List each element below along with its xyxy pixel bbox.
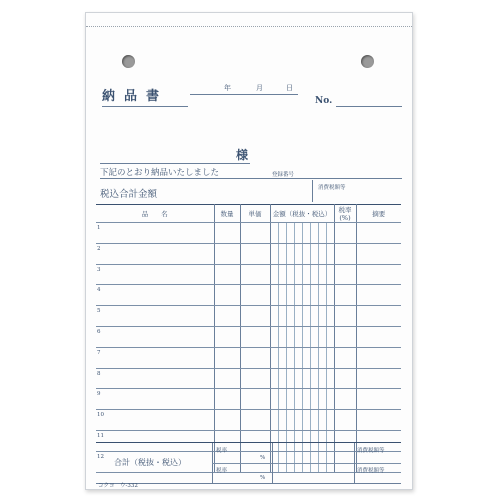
number-label: No.	[315, 96, 333, 106]
table-cell	[294, 223, 302, 244]
table-row	[96, 285, 401, 306]
table-cell	[286, 347, 294, 368]
table-cell	[318, 389, 326, 410]
table-cell	[334, 368, 356, 389]
table-cell	[302, 326, 310, 347]
registration-number-label: 登録番号	[272, 172, 295, 178]
table-cell	[326, 285, 334, 306]
row-number: 9	[96, 389, 214, 410]
table-cell	[240, 389, 270, 410]
table-cell	[326, 223, 334, 244]
row-number: 4	[96, 285, 214, 306]
table-row	[96, 306, 401, 327]
table-cell	[294, 347, 302, 368]
table-cell	[310, 368, 318, 389]
row-number: 7	[96, 347, 214, 368]
table-cell	[286, 326, 294, 347]
table-cell	[214, 285, 240, 306]
delivery-line	[100, 178, 402, 179]
table-cell	[278, 410, 286, 431]
table-cell	[286, 306, 294, 327]
totals-section	[96, 442, 401, 484]
table-cell	[310, 223, 318, 244]
table-cell	[294, 368, 302, 389]
items-table	[96, 204, 401, 473]
table-cell	[270, 410, 278, 431]
row-number: 12	[96, 451, 214, 472]
table-cell	[286, 264, 294, 285]
table-cell	[326, 264, 334, 285]
table-row	[96, 326, 401, 347]
table-cell	[278, 368, 286, 389]
table-cell	[302, 347, 310, 368]
table-row	[96, 389, 401, 410]
binding-hole-right	[361, 55, 374, 68]
table-cell	[214, 410, 240, 431]
table-cell	[310, 285, 318, 306]
table-cell	[326, 368, 334, 389]
table-cell	[294, 326, 302, 347]
table-row	[96, 223, 401, 244]
table-cell	[214, 389, 240, 410]
table-cell	[334, 347, 356, 368]
row-number: 2	[96, 243, 214, 264]
table-cell	[214, 223, 240, 244]
table-cell	[302, 389, 310, 410]
table-cell	[326, 306, 334, 327]
product-code: ウ-332	[120, 483, 138, 489]
table-cell	[334, 285, 356, 306]
header-amount: 金額（税抜・税込）	[270, 205, 334, 223]
tax-box-divider	[312, 180, 313, 202]
number-line	[336, 106, 402, 107]
table-cell	[302, 306, 310, 327]
table-cell	[356, 285, 401, 306]
table-cell	[356, 389, 401, 410]
table-cell	[334, 243, 356, 264]
table-cell	[294, 389, 302, 410]
table-cell	[294, 410, 302, 431]
table-cell	[310, 306, 318, 327]
table-cell	[334, 223, 356, 244]
table-cell	[318, 326, 326, 347]
table-cell	[302, 285, 310, 306]
table-cell	[356, 264, 401, 285]
table-cell	[356, 410, 401, 431]
percent-label-2: %	[260, 475, 266, 481]
table-cell	[294, 264, 302, 285]
table-row	[96, 243, 401, 264]
table-cell	[334, 410, 356, 431]
table-cell	[240, 410, 270, 431]
table-row	[96, 347, 401, 368]
table-cell	[356, 243, 401, 264]
table-cell	[310, 264, 318, 285]
table-row	[96, 368, 401, 389]
table-cell	[270, 243, 278, 264]
table-cell	[270, 347, 278, 368]
table-cell	[270, 306, 278, 327]
table-cell	[278, 223, 286, 244]
table-cell	[278, 306, 286, 327]
header-item: 品 名	[96, 205, 214, 223]
table-cell	[302, 368, 310, 389]
table-cell	[278, 326, 286, 347]
table-cell	[356, 223, 401, 244]
totals-divider-2	[272, 443, 273, 483]
table-cell	[318, 285, 326, 306]
row-number: 11	[96, 430, 214, 451]
table-cell	[286, 368, 294, 389]
delivery-slip-sheet	[85, 12, 413, 490]
table-cell	[270, 326, 278, 347]
binding-hole-left	[122, 55, 135, 68]
table-row	[96, 410, 401, 431]
table-cell	[278, 347, 286, 368]
table-cell	[310, 347, 318, 368]
table-cell	[214, 368, 240, 389]
table-cell	[356, 368, 401, 389]
header-tax-rate: 税率(%)	[334, 205, 356, 223]
totals-row-divider	[212, 463, 401, 464]
table-cell	[294, 243, 302, 264]
table-cell	[214, 306, 240, 327]
table-cell	[240, 368, 270, 389]
table-cell	[318, 368, 326, 389]
document-title: 納品書	[102, 89, 169, 104]
table-cell	[278, 285, 286, 306]
table-cell	[356, 326, 401, 347]
table-cell	[318, 264, 326, 285]
table-cell	[240, 264, 270, 285]
table-cell	[214, 326, 240, 347]
recipient-sama: 様	[236, 148, 249, 162]
row-number: 3	[96, 264, 214, 285]
consumption-tax-label: 消費税額等	[318, 185, 346, 191]
totals-label: 合計（税抜・税込）	[114, 458, 186, 467]
table-cell	[318, 306, 326, 327]
date-day: 日	[286, 84, 293, 92]
tax-inclusive-total-label: 税込合計金額	[100, 189, 158, 200]
table-cell	[326, 389, 334, 410]
header-remarks: 摘要	[356, 205, 401, 223]
table-cell	[214, 264, 240, 285]
table-cell	[278, 243, 286, 264]
table-cell	[240, 285, 270, 306]
table-cell	[334, 264, 356, 285]
table-cell	[286, 223, 294, 244]
consumption-tax-label-1: 消費税額等	[357, 448, 385, 454]
table-cell	[310, 389, 318, 410]
maker-label: コクヨ	[98, 483, 115, 489]
tax-rate-label-1: 税率	[216, 448, 228, 454]
percent-label-1: %	[260, 455, 266, 461]
table-cell	[334, 306, 356, 327]
table-row	[96, 264, 401, 285]
table-cell	[240, 223, 270, 244]
title-underline	[102, 106, 188, 107]
header-unit-price: 単価	[240, 205, 270, 223]
table-cell	[214, 347, 240, 368]
table-cell	[302, 410, 310, 431]
table-cell	[326, 347, 334, 368]
table-cell	[326, 243, 334, 264]
table-cell	[310, 410, 318, 431]
row-number: 10	[96, 410, 214, 431]
table-cell	[318, 243, 326, 264]
table-cell	[310, 326, 318, 347]
row-number: 8	[96, 368, 214, 389]
table-cell	[326, 326, 334, 347]
row-number: 5	[96, 306, 214, 327]
table-cell	[270, 264, 278, 285]
table-cell	[240, 326, 270, 347]
table-cell	[286, 389, 294, 410]
totals-divider-3	[354, 443, 355, 483]
delivery-statement: 下記のとおり納品いたしました	[100, 168, 220, 178]
table-cell	[286, 243, 294, 264]
table-cell	[302, 223, 310, 244]
table-cell	[278, 389, 286, 410]
date-month: 月	[256, 84, 263, 92]
table-cell	[278, 264, 286, 285]
row-number: 6	[96, 326, 214, 347]
table-cell	[270, 285, 278, 306]
table-cell	[334, 389, 356, 410]
table-cell	[310, 243, 318, 264]
table-cell	[318, 347, 326, 368]
table-cell	[214, 243, 240, 264]
table-cell	[240, 347, 270, 368]
table-cell	[286, 285, 294, 306]
table-cell	[356, 347, 401, 368]
perforation-line	[86, 26, 412, 27]
table-cell	[270, 368, 278, 389]
recipient-line	[100, 163, 250, 164]
tax-rate-label-2: 税率	[216, 468, 228, 474]
table-cell	[286, 410, 294, 431]
table-cell	[240, 306, 270, 327]
table-cell	[318, 223, 326, 244]
table-cell	[318, 410, 326, 431]
date-year: 年	[224, 84, 231, 92]
row-number: 1	[96, 223, 214, 244]
table-cell	[302, 264, 310, 285]
table-cell	[270, 223, 278, 244]
table-cell	[356, 306, 401, 327]
header-quantity: 数量	[214, 205, 240, 223]
table-cell	[270, 389, 278, 410]
table-header-row	[96, 205, 401, 223]
table-cell	[326, 410, 334, 431]
table-cell	[294, 285, 302, 306]
date-line	[190, 94, 298, 95]
table-cell	[240, 243, 270, 264]
consumption-tax-label-2: 消費税額等	[357, 468, 385, 474]
table-cell	[334, 326, 356, 347]
table-cell	[294, 306, 302, 327]
table-cell	[302, 243, 310, 264]
